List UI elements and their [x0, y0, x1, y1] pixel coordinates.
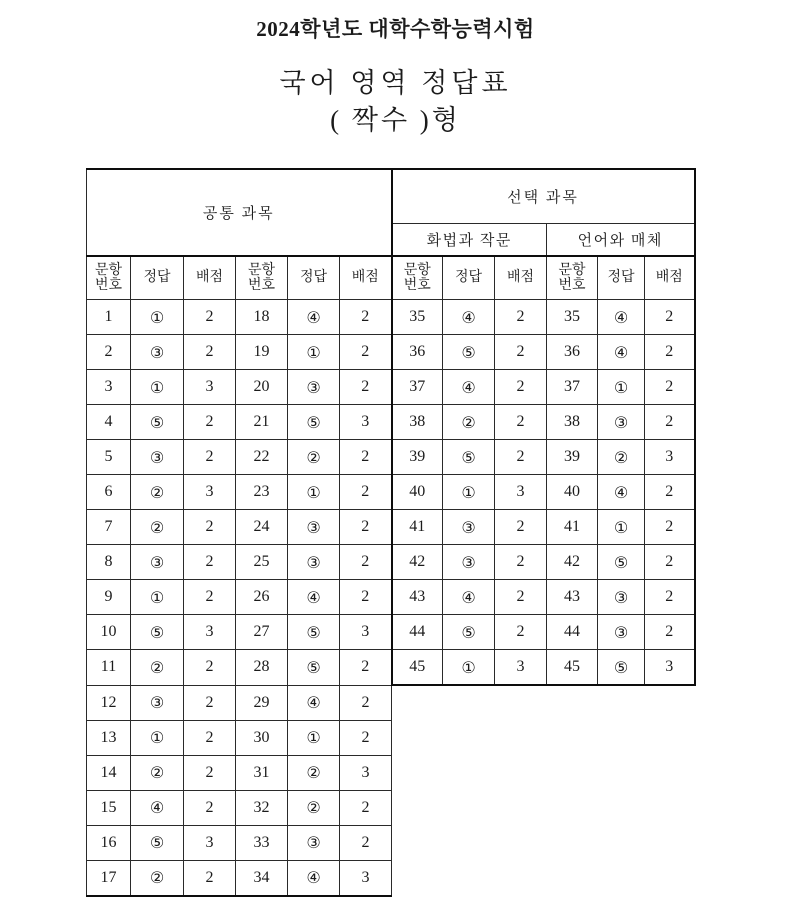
cell-common-number-left: 8	[87, 545, 131, 580]
cell-lm-number: 39	[547, 440, 598, 475]
cell-sw-answer-empty	[443, 790, 495, 825]
cell-sw-answer-empty	[443, 860, 495, 896]
cell-lm-points: 2	[645, 300, 695, 335]
cell-sw-number-empty	[392, 685, 443, 720]
cell-common-points-right: 2	[340, 650, 392, 686]
cell-lm-number-empty	[547, 755, 598, 790]
cell-common-number-left: 2	[87, 335, 131, 370]
cell-lm-answer: ③	[598, 580, 645, 615]
form-type-title: ( 짝수 )형	[330, 104, 461, 135]
cell-common-points-right: 2	[340, 545, 392, 580]
cell-common-answer-left: ②	[131, 650, 184, 686]
cell-common-number-left: 15	[87, 790, 131, 825]
cell-sw-points: 3	[495, 650, 547, 686]
cell-sw-points: 2	[495, 545, 547, 580]
table-row	[87, 685, 695, 720]
cell-lm-number: 40	[547, 475, 598, 510]
cell-common-answer-left: ①	[131, 370, 184, 405]
cell-common-number-left: 14	[87, 755, 131, 790]
cell-lm-points-empty	[645, 825, 695, 860]
table-row	[87, 545, 695, 580]
cell-common-answer-left: ③	[131, 545, 184, 580]
cell-lm-answer: ③	[598, 405, 645, 440]
cell-sw-points: 2	[495, 615, 547, 650]
cell-common-number-right: 28	[236, 650, 288, 686]
cell-sw-points: 2	[495, 580, 547, 615]
cell-sw-number: 40	[392, 475, 443, 510]
cell-common-number-right: 29	[236, 685, 288, 720]
cell-sw-answer: ②	[443, 405, 495, 440]
cell-sw-points-empty	[495, 720, 547, 755]
cell-common-points-right: 2	[340, 720, 392, 755]
answer-key-table	[86, 168, 696, 897]
cell-common-points-right: 3	[340, 860, 392, 896]
cell-lm-points: 2	[645, 405, 695, 440]
cell-lm-points: 2	[645, 370, 695, 405]
cell-common-answer-right: ④	[288, 580, 340, 615]
cell-sw-number-empty	[392, 790, 443, 825]
col-header-answer-4: 정답	[598, 256, 645, 300]
cell-common-points-right: 2	[340, 475, 392, 510]
cell-common-answer-left: ③	[131, 440, 184, 475]
cell-common-answer-left: ①	[131, 300, 184, 335]
cell-sw-number: 43	[392, 580, 443, 615]
cell-lm-points: 3	[645, 650, 695, 686]
table-row	[87, 650, 695, 686]
cell-sw-answer: ①	[443, 475, 495, 510]
cell-sw-number: 35	[392, 300, 443, 335]
cell-common-answer-right: ②	[288, 440, 340, 475]
cell-sw-number: 41	[392, 510, 443, 545]
col-header-points-1: 배점	[184, 256, 236, 300]
cell-lm-points-empty	[645, 755, 695, 790]
subject-title: 국어 영역 정답표	[279, 68, 512, 99]
cell-lm-number-empty	[547, 685, 598, 720]
cell-common-points-right: 2	[340, 440, 392, 475]
cell-sw-answer: ⑤	[443, 440, 495, 475]
cell-common-number-left: 4	[87, 405, 131, 440]
cell-common-number-right: 24	[236, 510, 288, 545]
table-body	[87, 300, 695, 896]
cell-sw-number: 38	[392, 405, 443, 440]
cell-common-points-left: 2	[184, 545, 236, 580]
cell-common-number-right: 31	[236, 755, 288, 790]
col-header-points-4: 배점	[645, 256, 695, 300]
cell-lm-answer: ③	[598, 615, 645, 650]
cell-common-points-right: 3	[340, 755, 392, 790]
cell-common-answer-left: ⑤	[131, 405, 184, 440]
cell-sw-points-empty	[495, 825, 547, 860]
cell-sw-number: 44	[392, 615, 443, 650]
cell-common-answer-left: ②	[131, 475, 184, 510]
cell-common-answer-right: ③	[288, 825, 340, 860]
cell-sw-answer: ④	[443, 370, 495, 405]
cell-lm-number: 43	[547, 580, 598, 615]
cell-common-answer-right: ①	[288, 720, 340, 755]
cell-common-points-right: 2	[340, 300, 392, 335]
cell-common-points-right: 2	[340, 370, 392, 405]
cell-common-number-right: 27	[236, 615, 288, 650]
cell-common-number-right: 32	[236, 790, 288, 825]
cell-common-points-left: 3	[184, 615, 236, 650]
cell-lm-points: 2	[645, 335, 695, 370]
cell-sw-number: 39	[392, 440, 443, 475]
cell-common-number-left: 5	[87, 440, 131, 475]
header-language-and-media: 언어와 매체	[547, 224, 695, 257]
cell-common-points-right: 2	[340, 825, 392, 860]
cell-common-answer-right: ②	[288, 755, 340, 790]
cell-common-number-left: 16	[87, 825, 131, 860]
col-header-number-1: 문항 번호	[87, 256, 131, 300]
cell-sw-answer: ⑤	[443, 335, 495, 370]
cell-sw-points: 2	[495, 440, 547, 475]
cell-sw-points: 2	[495, 335, 547, 370]
cell-common-answer-left: ②	[131, 860, 184, 896]
cell-common-points-left: 2	[184, 300, 236, 335]
table-header	[87, 169, 695, 300]
cell-sw-answer: ⑤	[443, 615, 495, 650]
table-row	[87, 440, 695, 475]
cell-common-number-right: 18	[236, 300, 288, 335]
cell-sw-number: 45	[392, 650, 443, 686]
cell-lm-answer: ⑤	[598, 650, 645, 686]
cell-lm-answer: ①	[598, 510, 645, 545]
cell-lm-points: 2	[645, 510, 695, 545]
cell-sw-answer: ①	[443, 650, 495, 686]
cell-common-number-left: 3	[87, 370, 131, 405]
cell-common-answer-right: ②	[288, 790, 340, 825]
cell-common-points-right: 2	[340, 685, 392, 720]
cell-common-points-left: 2	[184, 440, 236, 475]
cell-common-answer-right: ③	[288, 545, 340, 580]
cell-lm-number-empty	[547, 720, 598, 755]
cell-common-points-left: 2	[184, 335, 236, 370]
cell-common-points-left: 3	[184, 825, 236, 860]
cell-lm-points-empty	[645, 720, 695, 755]
col-header-points-2: 배점	[340, 256, 392, 300]
cell-common-answer-left: ⑤	[131, 615, 184, 650]
cell-common-points-left: 2	[184, 685, 236, 720]
cell-common-points-left: 2	[184, 755, 236, 790]
cell-lm-answer-empty	[598, 755, 645, 790]
table-row	[87, 615, 695, 650]
header-row-group	[87, 169, 695, 224]
cell-lm-number: 44	[547, 615, 598, 650]
cell-lm-answer-empty	[598, 790, 645, 825]
cell-common-points-left: 2	[184, 580, 236, 615]
cell-common-answer-left: ②	[131, 755, 184, 790]
cell-sw-answer-empty	[443, 685, 495, 720]
table-row	[87, 720, 695, 755]
cell-sw-answer-empty	[443, 825, 495, 860]
table-row	[87, 335, 695, 370]
cell-lm-points-empty	[645, 685, 695, 720]
col-header-answer-1: 정답	[131, 256, 184, 300]
col-header-number-3: 문항 번호	[392, 256, 443, 300]
cell-common-number-left: 10	[87, 615, 131, 650]
cell-common-answer-left: ⑤	[131, 825, 184, 860]
cell-common-answer-right: ⑤	[288, 405, 340, 440]
cell-lm-number: 41	[547, 510, 598, 545]
table-row	[87, 510, 695, 545]
cell-sw-points-empty	[495, 685, 547, 720]
cell-common-points-right: 2	[340, 335, 392, 370]
table-row	[87, 405, 695, 440]
cell-common-number-left: 9	[87, 580, 131, 615]
exam-title: 2024학년도 대학수학능력시험	[256, 17, 535, 41]
cell-lm-answer: ⑤	[598, 545, 645, 580]
cell-sw-points: 2	[495, 370, 547, 405]
cell-lm-points-empty	[645, 860, 695, 896]
cell-common-points-left: 2	[184, 860, 236, 896]
cell-sw-answer: ③	[443, 510, 495, 545]
cell-common-number-left: 6	[87, 475, 131, 510]
cell-common-points-right: 2	[340, 510, 392, 545]
cell-common-number-right: 20	[236, 370, 288, 405]
cell-common-answer-right: ④	[288, 685, 340, 720]
cell-sw-number-empty	[392, 755, 443, 790]
cell-lm-number: 45	[547, 650, 598, 686]
cell-common-points-left: 2	[184, 510, 236, 545]
cell-common-answer-left: ④	[131, 790, 184, 825]
table-row	[87, 825, 695, 860]
cell-common-points-left: 2	[184, 405, 236, 440]
cell-lm-answer: ①	[598, 370, 645, 405]
cell-common-answer-right: ④	[288, 860, 340, 896]
cell-common-answer-left: ①	[131, 720, 184, 755]
cell-lm-answer: ②	[598, 440, 645, 475]
cell-sw-points: 2	[495, 405, 547, 440]
cell-sw-points-empty	[495, 790, 547, 825]
cell-lm-answer: ④	[598, 300, 645, 335]
cell-lm-number: 42	[547, 545, 598, 580]
cell-common-answer-right: ⑤	[288, 650, 340, 686]
col-header-number-4: 문항 번호	[547, 256, 598, 300]
cell-lm-answer: ④	[598, 335, 645, 370]
cell-common-number-right: 19	[236, 335, 288, 370]
cell-common-number-right: 30	[236, 720, 288, 755]
cell-common-number-right: 33	[236, 825, 288, 860]
cell-common-points-right: 2	[340, 790, 392, 825]
cell-sw-answer: ④	[443, 300, 495, 335]
cell-lm-number-empty	[547, 825, 598, 860]
cell-common-number-left: 7	[87, 510, 131, 545]
cell-sw-number: 37	[392, 370, 443, 405]
cell-common-number-right: 34	[236, 860, 288, 896]
cell-common-answer-left: ③	[131, 685, 184, 720]
cell-sw-points: 2	[495, 300, 547, 335]
header-common-subject: 공통 과목	[87, 169, 392, 256]
cell-common-answer-right: ③	[288, 370, 340, 405]
answer-table-wrapper	[86, 168, 695, 897]
table-row	[87, 300, 695, 335]
cell-lm-answer: ④	[598, 475, 645, 510]
cell-lm-number-empty	[547, 860, 598, 896]
cell-sw-answer-empty	[443, 720, 495, 755]
cell-common-number-left: 1	[87, 300, 131, 335]
cell-common-points-left: 3	[184, 475, 236, 510]
cell-common-answer-right: ⑤	[288, 615, 340, 650]
cell-sw-number-empty	[392, 720, 443, 755]
cell-lm-number: 35	[547, 300, 598, 335]
cell-sw-answer: ③	[443, 545, 495, 580]
cell-lm-number: 38	[547, 405, 598, 440]
table-row	[87, 475, 695, 510]
cell-lm-points: 3	[645, 440, 695, 475]
cell-common-number-left: 11	[87, 650, 131, 686]
cell-common-points-left: 2	[184, 720, 236, 755]
cell-sw-number: 42	[392, 545, 443, 580]
cell-sw-points: 3	[495, 475, 547, 510]
table-row	[87, 580, 695, 615]
cell-sw-answer-empty	[443, 755, 495, 790]
col-header-number-2: 문항 번호	[236, 256, 288, 300]
table-row	[87, 860, 695, 896]
cell-sw-points-empty	[495, 860, 547, 896]
cell-common-number-right: 23	[236, 475, 288, 510]
cell-common-points-right: 3	[340, 615, 392, 650]
cell-lm-answer-empty	[598, 685, 645, 720]
cell-sw-points-empty	[495, 755, 547, 790]
cell-common-answer-right: ①	[288, 335, 340, 370]
cell-common-number-right: 26	[236, 580, 288, 615]
cell-sw-number-empty	[392, 860, 443, 896]
cell-lm-number-empty	[547, 790, 598, 825]
cell-lm-points: 2	[645, 475, 695, 510]
cell-sw-points: 2	[495, 510, 547, 545]
cell-lm-number: 37	[547, 370, 598, 405]
cell-common-answer-left: ②	[131, 510, 184, 545]
cell-sw-answer: ④	[443, 580, 495, 615]
cell-common-number-right: 21	[236, 405, 288, 440]
cell-common-answer-left: ①	[131, 580, 184, 615]
cell-common-points-right: 2	[340, 580, 392, 615]
cell-common-number-right: 22	[236, 440, 288, 475]
cell-sw-number-empty	[392, 825, 443, 860]
cell-lm-answer-empty	[598, 825, 645, 860]
cell-sw-number: 36	[392, 335, 443, 370]
cell-common-points-left: 2	[184, 650, 236, 686]
cell-common-number-left: 12	[87, 685, 131, 720]
cell-lm-points-empty	[645, 790, 695, 825]
table-row	[87, 790, 695, 825]
cell-common-answer-right: ③	[288, 510, 340, 545]
col-header-answer-3: 정답	[443, 256, 495, 300]
cell-common-number-left: 17	[87, 860, 131, 896]
header-speech-and-writing: 화법과 작문	[392, 224, 547, 257]
cell-common-points-left: 3	[184, 370, 236, 405]
title-block	[0, 0, 791, 138]
header-row-columns	[87, 256, 695, 300]
cell-common-points-right: 3	[340, 405, 392, 440]
cell-lm-points: 2	[645, 545, 695, 580]
cell-common-number-right: 25	[236, 545, 288, 580]
cell-common-answer-right: ④	[288, 300, 340, 335]
table-row	[87, 370, 695, 405]
cell-common-number-left: 13	[87, 720, 131, 755]
cell-common-answer-right: ①	[288, 475, 340, 510]
cell-lm-answer-empty	[598, 720, 645, 755]
table-row	[87, 755, 695, 790]
cell-common-answer-left: ③	[131, 335, 184, 370]
cell-lm-answer-empty	[598, 860, 645, 896]
header-elective-subject: 선택 과목	[392, 169, 695, 224]
cell-lm-points: 2	[645, 580, 695, 615]
cell-common-points-left: 2	[184, 790, 236, 825]
cell-lm-number: 36	[547, 335, 598, 370]
col-header-points-3: 배점	[495, 256, 547, 300]
col-header-answer-2: 정답	[288, 256, 340, 300]
cell-lm-points: 2	[645, 615, 695, 650]
